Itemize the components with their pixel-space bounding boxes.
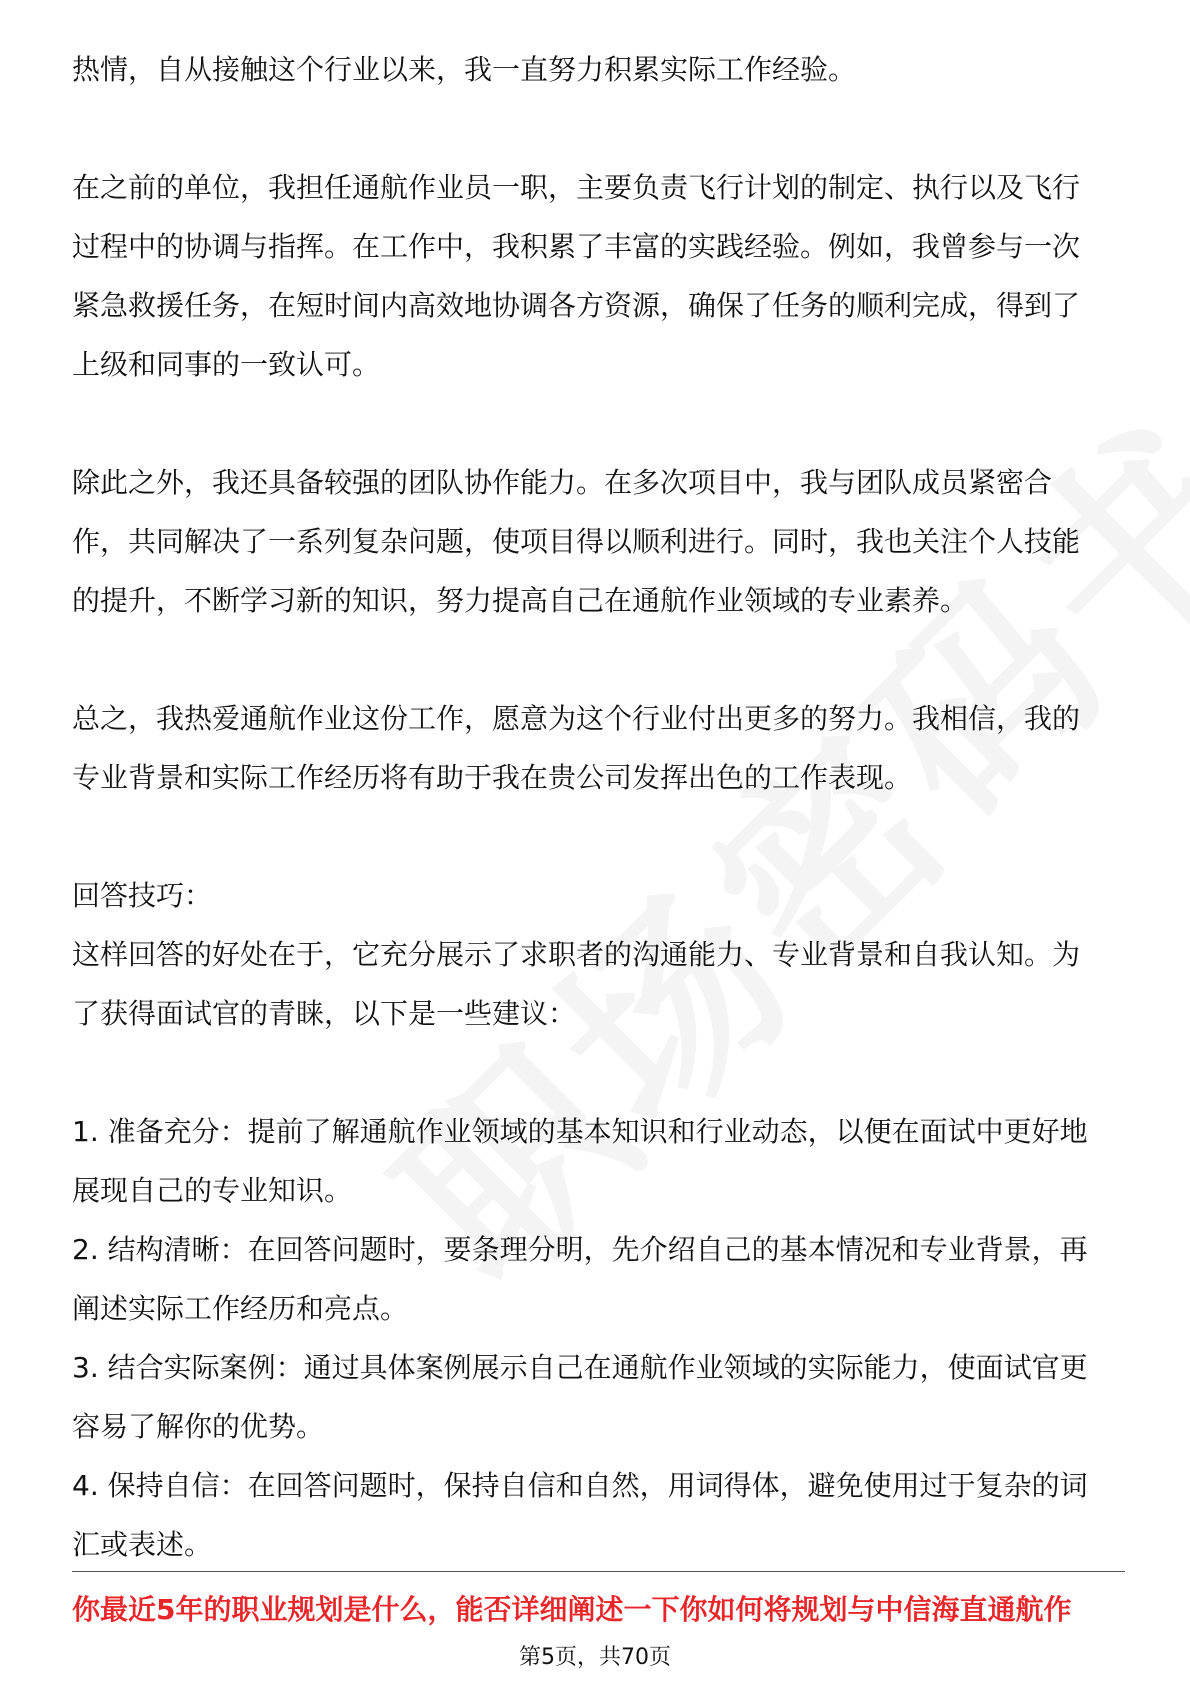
paragraph-intro <box>72 40 1122 99</box>
text-line: 展现自己的专业知识。 <box>72 1174 353 1207</box>
text-line: 4. 保持自信：在回答问题时，保持自信和自然，用词得体，避免使用过于复杂的词 <box>72 1469 1088 1502</box>
text-line: 2. 结构清晰：在回答问题时，要条理分明，先介绍自己的基本情况和专业背景，再 <box>72 1233 1088 1266</box>
tips-heading: 回答技巧： <box>72 879 213 912</box>
tips-section <box>72 866 1122 1574</box>
page-number: 第5页，共70页 <box>519 1645 671 1670</box>
document-body <box>72 40 1122 1574</box>
tip-item <box>72 1338 1122 1456</box>
tip-item <box>72 1456 1122 1574</box>
tips-intro-line: 这样回答的好处在于，它充分展示了求职者的沟通能力、专业背景和自我认知。为 <box>72 938 1081 971</box>
footer-divider <box>72 1571 1125 1572</box>
text-line: 的提升，不断学习新的知识，努力提高自己在通航作业领域的专业素养。 <box>72 584 969 617</box>
text-line: 紧急救援任务，在短时间内高效地协调各方资源，确保了任务的顺利完成，得到了 <box>72 289 1081 322</box>
text-line: 作，共同解决了一系列复杂问题，使项目得以顺利进行。同时，我也关注个人技能 <box>72 525 1081 558</box>
text-line: 除此之外，我还具备较强的团队协作能力。在多次项目中，我与团队成员紧密合 <box>72 466 1053 499</box>
text-line: 过程中的协调与指挥。在工作中，我积累了丰富的实践经验。例如，我曾参与一次 <box>72 230 1081 263</box>
tips-intro-line: 了获得面试官的青睐，以下是一些建议： <box>72 997 577 1030</box>
text-line: 总之，我热爱通航作业这份工作，愿意为这个行业付出更多的努力。我相信，我的 <box>72 702 1081 735</box>
text-line: 3. 结合实际案例：通过具体案例展示自己在通航作业领域的实际能力，使面试官更 <box>72 1351 1088 1384</box>
text-line: 阐述实际工作经历和亮点。 <box>72 1292 409 1325</box>
text-line: 1. 准备充分：提前了解通航作业领域的基本知识和行业动态，以便在面试中更好地 <box>72 1115 1088 1148</box>
text-line: 容易了解你的优势。 <box>72 1410 325 1443</box>
paragraph-teamwork <box>72 453 1122 630</box>
text-line: 在之前的单位，我担任通航作业员一职，主要负责飞行计划的制定、执行以及飞行 <box>72 171 1081 204</box>
text-line: 上级和同事的一致认可。 <box>72 348 381 381</box>
next-question-heading: 你最近5年的职业规划是什么，能否详细阐述一下你如何将规划与中信海直通航作 <box>72 1593 1072 1626</box>
tip-item <box>72 1102 1122 1220</box>
paragraph-conclusion <box>72 689 1122 807</box>
tip-item <box>72 1220 1122 1338</box>
text-line: 汇或表述。 <box>72 1528 213 1561</box>
paragraph-experience <box>72 158 1122 394</box>
text-line: 专业背景和实际工作经历将有助于我在贵公司发挥出色的工作表现。 <box>72 761 913 794</box>
text-line: 热情，自从接触这个行业以来，我一直努力积累实际工作经验。 <box>72 53 857 86</box>
